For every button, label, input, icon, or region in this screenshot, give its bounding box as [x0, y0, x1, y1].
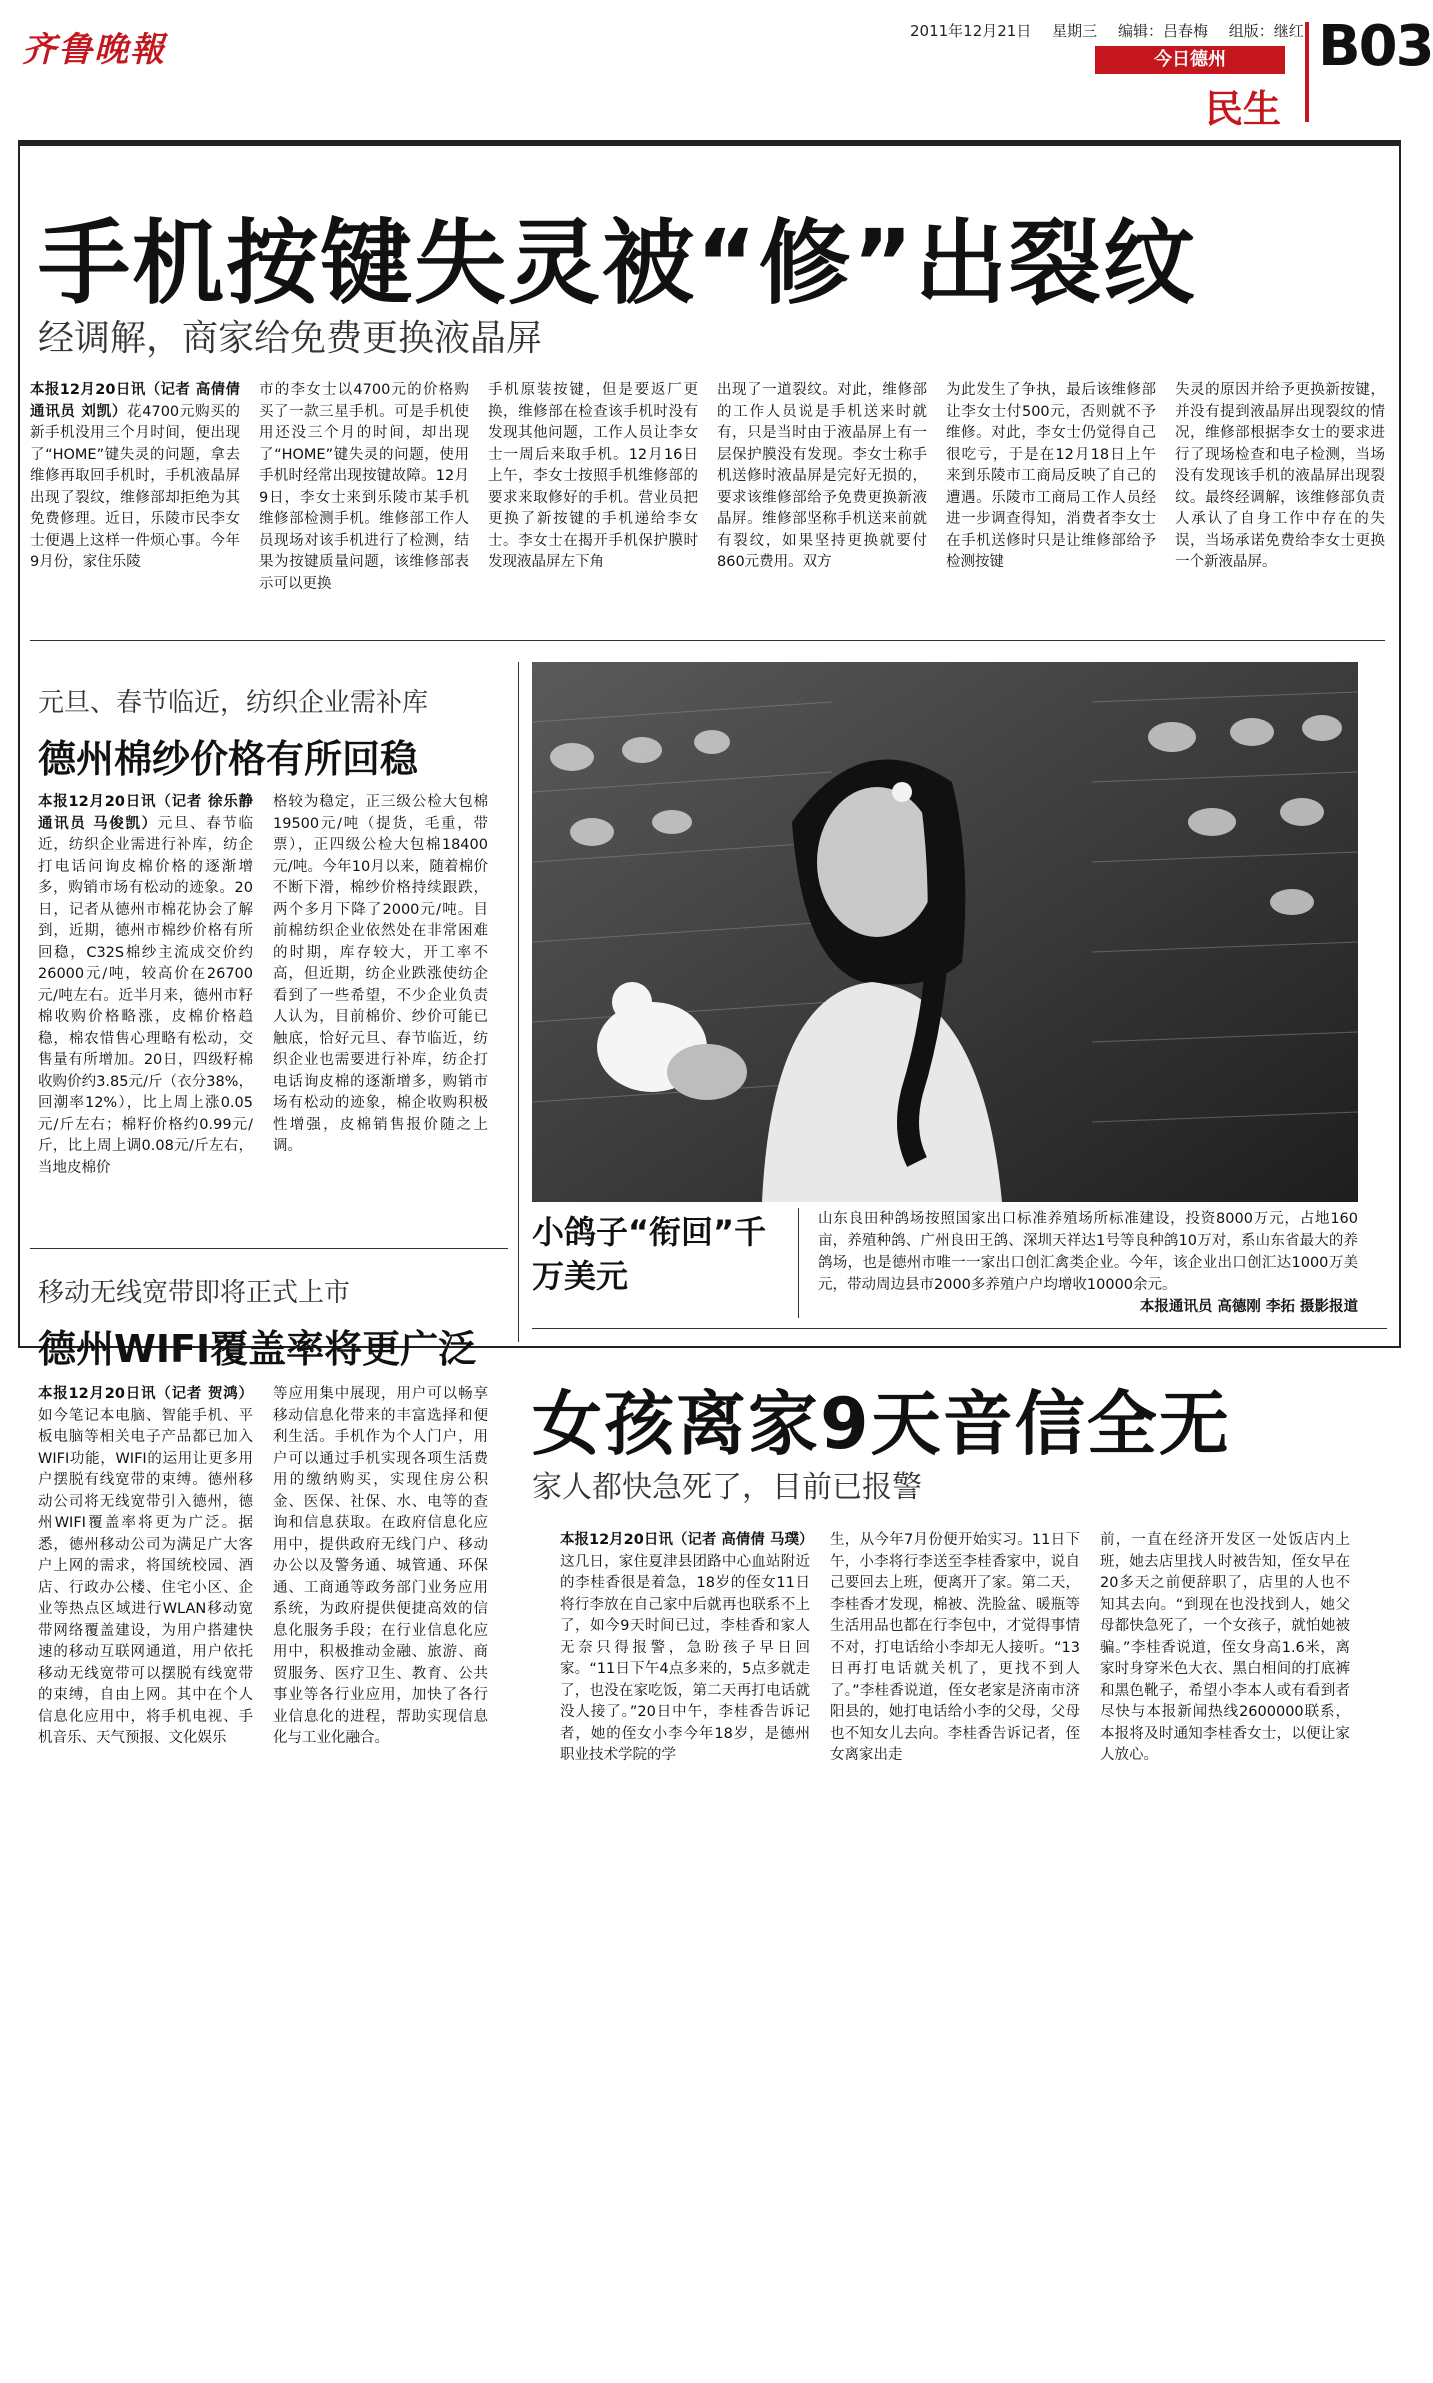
cotton-byline: 本报12月20日讯（记者 徐乐静 通讯员 马俊凯） [38, 794, 253, 832]
wifi-text: 如今笔记本电脑、智能手机、平板电脑等相关电子产品都已加入WIFI功能，WIFI的运用让更多用户摆脱有线宽带的束缚。德州移动公司将无线宽带引入德州，德州WIFI覆盖率将更为广泛。据悉，德州移动公司为满足广大客户上网的需求，将国统校园、酒店、行政办公楼、住宅小区、企业等热点区域进行WLAN移动宽带网络覆盖建设，为用户搭建快速的移动互联网通道，用户依托移动无线宽带可以摆脱有线宽带的束缚，自由上网。其中在个人信息化应用中，将手机电视、手机音乐、天气预报、文化娱乐 [38, 1407, 253, 1746]
section-tag: 今日德州 [1095, 46, 1285, 74]
cotton-body [38, 792, 508, 1232]
girl-headline: 女孩离家9天音信全无 [532, 1383, 1231, 1465]
lead-headline: 手机按键失灵被“修”出裂纹 [38, 210, 1197, 317]
photo-illustration [532, 662, 1358, 1202]
lead-body [30, 380, 1385, 630]
wifi-kicker: 移动无线宽带即将正式上市 [38, 1278, 351, 1308]
lead-subheadline: 经调解，商家给免费更换液晶屏 [38, 318, 543, 359]
lead-column: 失灵的原因并给予更换新按键，并没有提到液晶屏出现裂纹的情况，维修部根据李女士的要求进行了现场检查和电子检测，当场没有发现该手机的液晶屏出现裂纹。最终经调解，该维修部负责人承认了自身工作中存在的失误，当场承诺免费给李女士更换一个新液晶屏。 [1175, 382, 1385, 570]
lead-divider [30, 640, 1385, 641]
girl-column: 生，从今年7月份便开始实习。11日下午，小李将行李送至李桂香家中，说自己要回去上班，便离开了家。第二天，李桂香才发现，棉被、洗脸盆、暖瓶等生活用品也都在行李包中，才觉得事情不对，打电话给小李却无人接听。“13日再打电话就关机了，更找不到人了。”李桂香说道，侄女老家是济南市济阳县的，她打电话给小李的父母，父母也不知女儿去向。李桂香告诉记者，侄女离家出走 [830, 1532, 1080, 1763]
layout-credit: 组版：继红 [1228, 22, 1304, 40]
editor-credit: 编辑：吕春梅 [1117, 22, 1208, 40]
lead-column [30, 380, 240, 630]
cotton-headline: 德州棉纱价格有所回稳 [38, 737, 419, 781]
girl-byline: 本报12月20日讯（记者 高倩倩 马璞） [560, 1532, 814, 1548]
photo-divider [532, 1328, 1387, 1329]
lead-column: 出现了一道裂纹。对此，维修部的工作人员说是手机送来时就有，只是当时由于液晶屏上有一层保护膜没有发现。李女士称手机送修时液晶屏是完好无损的，要求该维修部给予免费更换新液晶屏。维修部坚称手机送来前就有裂纹，如果坚持更换就要付860元费用。双方 [717, 382, 927, 570]
lead-text: 花4700元购买的新手机没用三个月时间，便出现了“HOME”键失灵的问题，拿去维修再取回手机时，手机液晶屏出现了裂纹，维修部却拒绝为其免费修理。近日，乐陵市民李女士便遇上这样一件烦心事。今年9月份，家住乐陵 [30, 403, 240, 570]
girl-column [560, 1530, 814, 1830]
page-number-divider [1305, 22, 1309, 122]
section-name: 民生 [1205, 87, 1282, 131]
photo-caption-text: 山东良田种鸽场按照国家出口标准养殖场所标准建设，投资8000万元，占地160亩，养殖种鸽、广州良田王鸽、深圳天祥达1号等良种鸽10万对，系山东省最大的养鸽场，也是德州市唯一一家出口创汇禽类企业。今年，该企业出口创汇达1000万美元，带动周边县市2000多养殖户户均增收10000余元。 [818, 1211, 1358, 1293]
issue-weekday: 星期三 [1052, 22, 1098, 40]
lead-column: 市的李女士以4700元的价格购买了一款三星手机。可是手机使用还没三个月的时间，却出现了“HOME”键失灵的问题，使用手机时经常出现按键故障。12月9日，李女士来到乐陵市某手机维修部检测手机。维修部工作人员现场对该手机进行了检测，结果为按键质量问题，该维修部表示可以更换 [259, 382, 469, 592]
photo-caption-title: 小鸽子“衔回”千万美元 [532, 1213, 767, 1295]
caption-divider [798, 1208, 799, 1318]
cotton-column: 格较为稳定，正三级公检大包棉19500元/吨（提货，毛重，带票），正四级公检大包棉18400元/吨。今年10月以来，随着棉价不断下滑，棉纱价格持续跟跌，两个多月下降了2000元/吨。目前棉纺织企业依然处在非常困难的时期，库存较大，开工率不高，但近期，纺企业跌涨使纺企看到了一些希望，不少企业负责人认为，目前棉价、纱价可能已触底，恰好元旦、春节临近，纺织企业也需要进行补库，纺企打电话询皮棉的逐渐增多，购销市场有松动的迹象，棉企收购积极性增强，皮棉销售报价随之上调。 [273, 794, 488, 1154]
issue-info [910, 20, 1320, 41]
issue-date: 2011年12月21日 [910, 22, 1032, 40]
girl-text: 这几日，家住夏津县团路中心血站附近的李桂香很是着急，18岁的侄女11日将行李放在自己家中后就再也联系不上了，如今9天时间已过，李桂香和家人无奈只得报警，急盼孩子早日回家。“11日下午4点多来的，5点多就走了，也没在家吃饭，第二天再打电话就没人接了。”20日中午，李桂香告诉记者，她的侄女小李今年18岁，是德州职业技术学院的学 [560, 1553, 810, 1763]
photo-caption [818, 1208, 1358, 1318]
lead-column: 手机原装按键，但是要返厂更换，维修部在检查该手机时没有发现其他问题，工作人员让李女士一周后来取手机。12月16日上午，李女士按照手机维修部的要求来取修好的手机。营业员把更换了新按键的手机递给李女士。李女士在揭开手机保护膜时发现液晶屏左下角 [488, 382, 698, 570]
wifi-column [38, 1384, 253, 1824]
wifi-body [38, 1384, 508, 1824]
cotton-kicker: 元旦、春节临近，纺织企业需补库 [38, 688, 429, 718]
column-divider [518, 662, 519, 1342]
girl-subheadline: 家人都快急死了，目前已报警 [532, 1470, 922, 1505]
wifi-column: 等应用集中展现，用户可以畅享移动信息化带来的丰富选择和便利生活。手机作为个人门户，用户可以通过手机实现各项生活费用的缴纳购买，实现住房公积金、医保、社保、水、电等的查询和信息获取。在政府信息化应用中，提供政府无线门户、移动办公以及警务通、城管通、环保通、工商通等政务部门业务应用系统，为政府提供便捷高效的信息化服务手段；在行业信息化应用中，积极推动金融、旅游、商贸服务、医疗卫生、教育、公共事业等各行业应用，加快了各行业信息化的进程，帮助实现信息化与工业化融合。 [273, 1386, 488, 1746]
lead-column: 为此发生了争执，最后该维修部让李女士付500元，否则就不予维修。对此，李女士仍觉得自己很吃亏，于是在12月18日上午来到乐陵市工商局反映了自己的遭遇。乐陵市工商局工作人员经进一步调查得知，消费者李女士在手机送修时只是让维修部给予检测按键 [946, 382, 1156, 570]
girl-body [560, 1530, 1380, 1830]
wifi-byline: 本报12月20日讯（记者 贺鸿） [38, 1386, 253, 1402]
pigeon-farm-photo [532, 662, 1358, 1202]
story-divider [30, 1248, 508, 1249]
cotton-column [38, 792, 253, 1232]
top-rule [18, 140, 1401, 146]
lead-byline: 本报12月20日讯（记者 高倩倩 通讯员 刘凯） [30, 382, 240, 420]
cotton-text: 元旦、春节临近，纺织企业需进行补库，纺企打电话问询皮棉价格的逐渐增多，购销市场有松动的迹象。20日，记者从德州市棉花协会了解到，近期，德州市棉纱价格有所回稳，C32S棉纱主流成交价约26000元/吨，较高价在26700元/吨左右。近半月来，德州市籽棉收购价格略涨，皮棉价格趋稳，棉农惜售心理略有松动，交售量有所增加。20日，四级籽棉收购价约3.85元/斤（衣分38%，回潮率12%），比上周上涨0.05元/斤左右；棉籽价格约0.99元/斤，比上周上调0.08元/斤左右，当地皮棉价 [38, 815, 253, 1176]
page-number: B03 [1318, 14, 1433, 79]
girl-column: 前，一直在经济开发区一处饭店内上班，她去店里找人时被告知，侄女早在20多天之前便辞职了，店里的人也不知其去向。“到现在也没找到人，她父母都快急死了，一个女孩子，就怕她被骗。”李桂香说道，侄女身高1.6米，离家时身穿米色大衣、黑白相间的打底裤和黑色靴子，希望小李本人或有看到者尽快与本报新闻热线2600000联系，本报将及时通知李桂香女士，以便让家人放心。 [1100, 1532, 1350, 1763]
photo-credit: 本报通讯员 高德刚 李拓 摄影报道 [1139, 1299, 1358, 1315]
wifi-headline: 德州WIFI覆盖率将更广泛 [38, 1327, 477, 1371]
newspaper-logo: 齐鲁晚報 [22, 30, 166, 70]
